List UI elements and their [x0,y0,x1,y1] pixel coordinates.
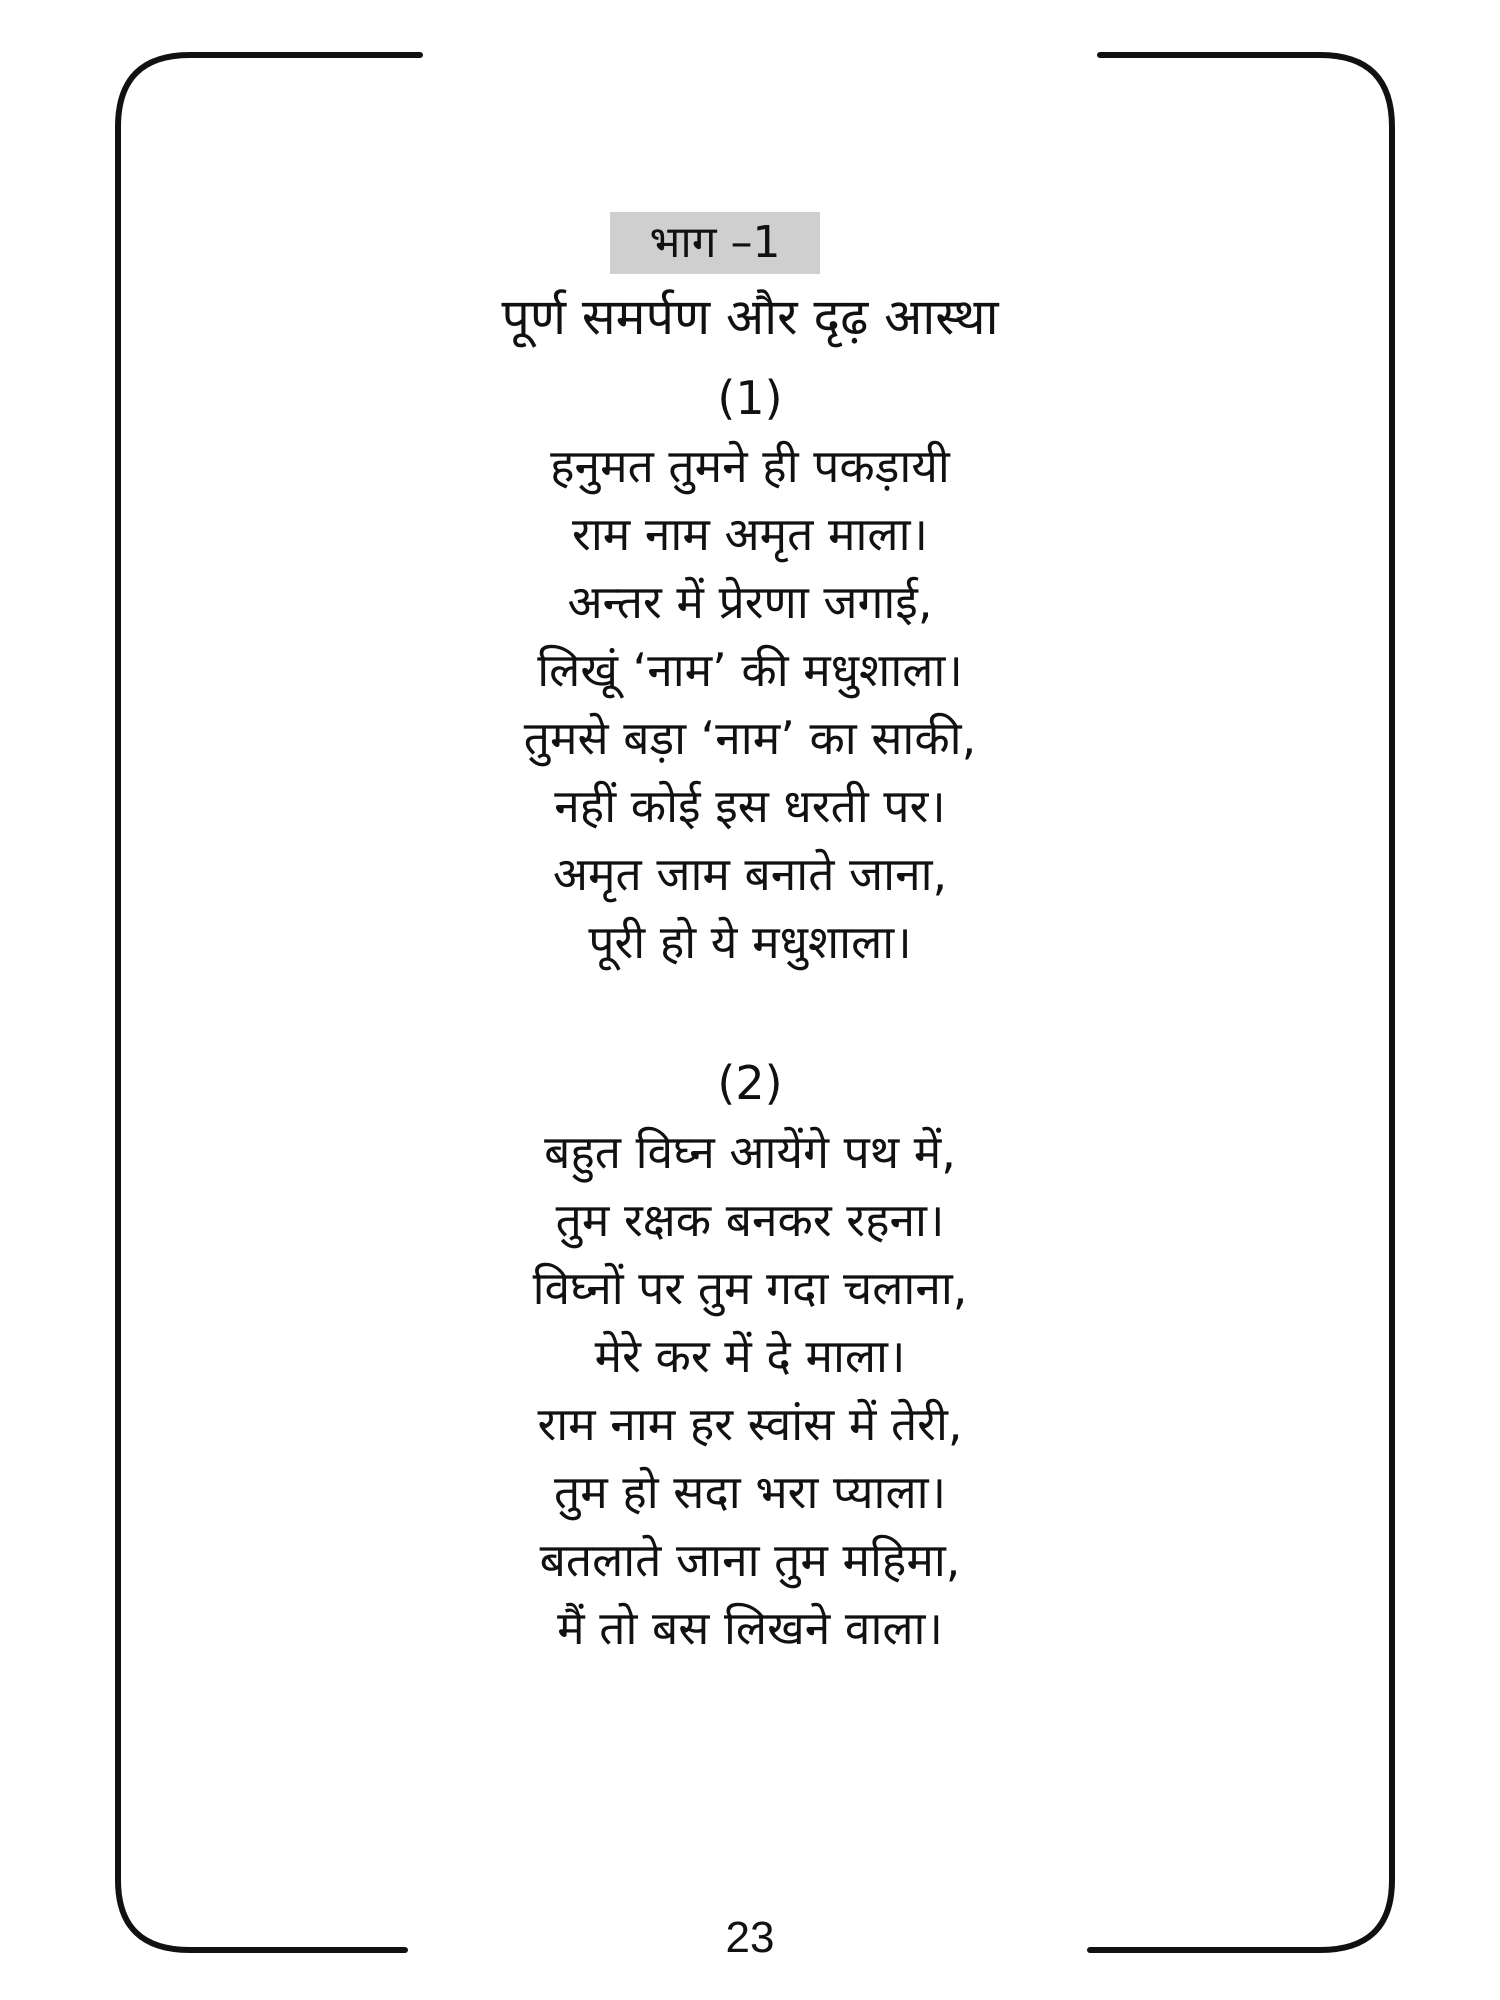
verse-line: अन्तर में प्रेरणा जगाई, [567,575,933,629]
verse-line: राम नाम अमृत माला। [572,507,928,561]
part-label: भाग –1 [610,212,820,274]
page-number: 23 [725,1913,775,1962]
chapter-title: पूर्ण समर्पण और दृढ़ आस्था [501,288,999,346]
stanza-number: (1) [717,371,783,425]
verse-line: अमृत जाम बनाते जाना, [552,847,948,901]
verse-line: लिखूं ‘नाम’ की मधुशाला। [537,643,963,697]
stanza-number: (2) [717,1056,783,1110]
verse-line: तुम हो सदा भरा प्याला। [553,1465,947,1519]
verse-line: हनुमत तुमने ही पकड़ायी [550,439,950,493]
verse-line: पूरी हो ये मधुशाला। [588,915,912,969]
verse-line: तुम रक्षक बनकर रहना। [555,1193,945,1247]
verse-line: राम नाम हर स्वांस में तेरी, [537,1397,963,1451]
verse-line: तुमसे बड़ा ‘नाम’ का साकी, [523,711,977,765]
verse-line: नहीं कोई इस धरती पर। [554,779,946,833]
stanza-2 [0,1118,1500,1662]
verse-line: मैं तो बस लिखने वाला। [557,1601,943,1655]
verse-line: बहुत विघ्न आयेंगे पथ में, [544,1125,956,1179]
verse-line: मेरे कर में दे माला। [594,1329,906,1383]
verse-line: बतलाते जाना तुम महिमा, [539,1533,961,1587]
verse-line: विघ्नों पर तुम गदा चलाना, [532,1261,968,1315]
stanza-1 [0,432,1500,976]
